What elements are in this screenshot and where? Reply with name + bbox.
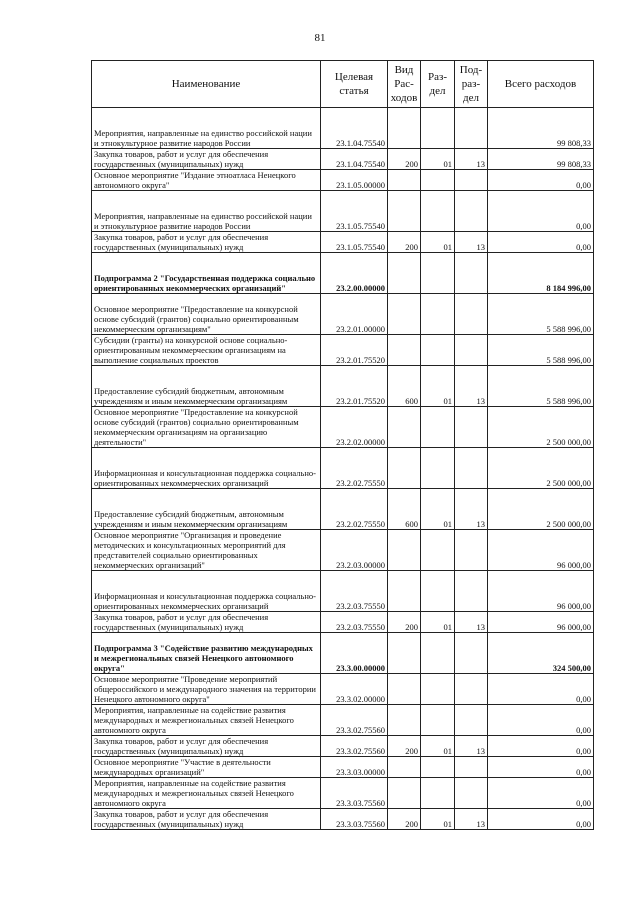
row-expense-type [388, 108, 421, 149]
row-subsection [455, 253, 488, 294]
row-expense-type [388, 757, 421, 778]
table-row [92, 170, 594, 191]
row-expense-type: 200 [388, 809, 421, 830]
row-expense-type [388, 633, 421, 674]
header-total: Всего расходов [488, 61, 594, 108]
row-target-code: 23.2.03.75550 [321, 612, 388, 633]
row-subsection: 13 [455, 149, 488, 170]
row-section [421, 170, 455, 191]
header-section: Раз- дел [421, 61, 455, 108]
table-row [92, 571, 594, 612]
row-section [421, 191, 455, 232]
row-subsection: 13 [455, 612, 488, 633]
row-expense-type [388, 170, 421, 191]
table-row [92, 778, 594, 809]
table-row [92, 191, 594, 232]
row-section: 01 [421, 809, 455, 830]
row-name: Информационная и консультационная поддержка социально-ориентированных некоммерческих организаций [92, 571, 321, 612]
table-row [92, 108, 594, 149]
row-target-code: 23.3.03.75560 [321, 809, 388, 830]
row-name: Закупка товаров, работ и услуг для обеспечения государственных (муниципальных) нужд [92, 612, 321, 633]
table-row [92, 809, 594, 830]
row-name: Основное мероприятие "Проведение мероприятий общероссийского и международного значения на территории Ненецкого автономного округа" [92, 674, 321, 705]
row-subsection: 13 [455, 809, 488, 830]
row-name: Предоставление субсидий бюджетным, автономным учреждениям и иным некоммерческим организациям [92, 366, 321, 407]
row-amount: 2 500 000,00 [488, 489, 594, 530]
row-name: Подпрограмма 2 "Государственная поддержка социально ориентированных некоммерческих организаций" [92, 253, 321, 294]
table-header-row [92, 61, 594, 108]
row-expense-type [388, 530, 421, 571]
row-target-code: 23.2.00.00000 [321, 253, 388, 294]
header-target: Целевая статья [321, 61, 388, 108]
row-amount: 99 808,33 [488, 108, 594, 149]
row-section: 01 [421, 489, 455, 530]
row-expense-type: 200 [388, 149, 421, 170]
row-subsection: 13 [455, 489, 488, 530]
row-section: 01 [421, 736, 455, 757]
row-section: 01 [421, 612, 455, 633]
row-subsection [455, 571, 488, 612]
row-name: Закупка товаров, работ и услуг для обеспечения государственных (муниципальных) нужд [92, 809, 321, 830]
row-amount: 0,00 [488, 736, 594, 757]
row-subsection [455, 294, 488, 335]
budget-table [91, 60, 594, 830]
row-subsection [455, 705, 488, 736]
table-row [92, 736, 594, 757]
row-section [421, 253, 455, 294]
row-target-code: 23.1.05.00000 [321, 170, 388, 191]
row-target-code: 23.3.02.00000 [321, 674, 388, 705]
row-expense-type [388, 448, 421, 489]
row-section [421, 407, 455, 448]
table-row [92, 149, 594, 170]
row-name: Основное мероприятие "Организация и проведение методических и консультационных мероприятий для представителей социально ориентированных некоммерческих организаций" [92, 530, 321, 571]
table-body [92, 108, 594, 830]
row-name: Мероприятия, направленные на содействие развития международных и межрегиональных связей Ненецкого автономного округа [92, 705, 321, 736]
row-expense-type [388, 407, 421, 448]
row-section [421, 633, 455, 674]
row-name: Информационная и консультационная поддержка социально-ориентированных некоммерческих организаций [92, 448, 321, 489]
row-name: Предоставление субсидий бюджетным, автономным учреждениям и иным некоммерческим организациям [92, 489, 321, 530]
row-subsection [455, 108, 488, 149]
row-target-code: 23.3.02.75560 [321, 736, 388, 757]
row-expense-type: 200 [388, 612, 421, 633]
row-expense-type: 600 [388, 489, 421, 530]
table-row [92, 612, 594, 633]
row-section [421, 448, 455, 489]
row-expense-type: 600 [388, 366, 421, 407]
row-target-code: 23.2.02.00000 [321, 407, 388, 448]
row-target-code: 23.2.03.00000 [321, 530, 388, 571]
row-name: Мероприятия, направленные на единство российской нации и этнокультурное развитие народов России [92, 191, 321, 232]
row-target-code: 23.1.05.75540 [321, 191, 388, 232]
row-name: Подпрограмма 3 "Содействие развитию международных и межрегиональных связей Ненецкого автономного округа" [92, 633, 321, 674]
row-section [421, 108, 455, 149]
row-amount: 96 000,00 [488, 612, 594, 633]
row-subsection [455, 170, 488, 191]
row-subsection [455, 448, 488, 489]
row-expense-type [388, 294, 421, 335]
row-subsection: 13 [455, 366, 488, 407]
row-section [421, 705, 455, 736]
row-amount: 0,00 [488, 705, 594, 736]
row-target-code: 23.3.02.75560 [321, 705, 388, 736]
table-row [92, 232, 594, 253]
row-amount: 0,00 [488, 809, 594, 830]
row-target-code: 23.2.02.75550 [321, 489, 388, 530]
row-name: Основное мероприятие "Предоставление на конкурсной основе субсидий (грантов) социально ориентированным некоммерческим организациям на организацию деятельности" [92, 407, 321, 448]
table-row [92, 335, 594, 366]
row-section [421, 530, 455, 571]
row-subsection [455, 407, 488, 448]
row-expense-type [388, 253, 421, 294]
row-subsection [455, 191, 488, 232]
page-number: 81 [314, 32, 326, 44]
table-row [92, 366, 594, 407]
row-target-code: 23.2.01.75520 [321, 335, 388, 366]
row-amount: 0,00 [488, 170, 594, 191]
table-row [92, 294, 594, 335]
row-subsection [455, 633, 488, 674]
row-subsection [455, 757, 488, 778]
row-subsection [455, 778, 488, 809]
table-row [92, 757, 594, 778]
row-amount: 5 588 996,00 [488, 294, 594, 335]
row-amount: 0,00 [488, 778, 594, 809]
table-row [92, 407, 594, 448]
row-expense-type: 200 [388, 736, 421, 757]
row-section [421, 571, 455, 612]
table-row [92, 530, 594, 571]
row-amount: 0,00 [488, 191, 594, 232]
row-amount: 0,00 [488, 757, 594, 778]
row-section [421, 294, 455, 335]
table-row [92, 674, 594, 705]
row-target-code: 23.3.00.00000 [321, 633, 388, 674]
row-target-code: 23.2.02.75550 [321, 448, 388, 489]
row-target-code: 23.1.04.75540 [321, 108, 388, 149]
row-target-code: 23.3.03.00000 [321, 757, 388, 778]
row-name: Мероприятия, направленные на содействие развития международных и межрегиональных связей Ненецкого автономного округа [92, 778, 321, 809]
row-expense-type [388, 335, 421, 366]
row-subsection: 13 [455, 736, 488, 757]
header-type: Вид Рас- ходов [388, 61, 421, 108]
row-amount: 0,00 [488, 674, 594, 705]
row-amount: 96 000,00 [488, 530, 594, 571]
row-name: Основное мероприятие "Участие в деятельности международных организаций" [92, 757, 321, 778]
row-name: Закупка товаров, работ и услуг для обеспечения государственных (муниципальных) нужд [92, 736, 321, 757]
table-row [92, 633, 594, 674]
row-target-code: 23.2.01.00000 [321, 294, 388, 335]
row-name: Закупка товаров, работ и услуг для обеспечения государственных (муниципальных) нужд [92, 149, 321, 170]
header-subsection: Под- раз- дел [455, 61, 488, 108]
table-row [92, 253, 594, 294]
row-amount: 5 588 996,00 [488, 335, 594, 366]
row-section [421, 674, 455, 705]
row-expense-type [388, 778, 421, 809]
row-expense-type [388, 674, 421, 705]
row-name: Мероприятия, направленные на единство российской нации и этнокультурное развитие народов России [92, 108, 321, 149]
row-section: 01 [421, 232, 455, 253]
table-row [92, 489, 594, 530]
row-subsection [455, 674, 488, 705]
row-section: 01 [421, 366, 455, 407]
row-name: Закупка товаров, работ и услуг для обеспечения государственных (муниципальных) нужд [92, 232, 321, 253]
row-subsection [455, 530, 488, 571]
row-amount: 2 500 000,00 [488, 407, 594, 448]
table-row [92, 705, 594, 736]
row-target-code: 23.2.01.75520 [321, 366, 388, 407]
row-expense-type: 200 [388, 232, 421, 253]
row-amount: 0,00 [488, 232, 594, 253]
row-subsection: 13 [455, 232, 488, 253]
table-row [92, 448, 594, 489]
row-name: Основное мероприятие "Предоставление на конкурсной основе субсидий (грантов) социально ориентированным некоммерческим организациям" [92, 294, 321, 335]
row-section: 01 [421, 149, 455, 170]
row-name: Основное мероприятие "Издание этноатласа Ненецкого автономного округа" [92, 170, 321, 191]
row-amount: 5 588 996,00 [488, 366, 594, 407]
row-expense-type [388, 191, 421, 232]
row-amount: 324 500,00 [488, 633, 594, 674]
row-section [421, 335, 455, 366]
row-amount: 96 000,00 [488, 571, 594, 612]
row-subsection [455, 335, 488, 366]
row-name: Субсидии (гранты) на конкурсной основе социально-ориентированным некоммерческим организациям на выполнение социальных проектов [92, 335, 321, 366]
row-amount: 2 500 000,00 [488, 448, 594, 489]
row-target-code: 23.1.05.75540 [321, 232, 388, 253]
row-target-code: 23.2.03.75550 [321, 571, 388, 612]
row-section [421, 778, 455, 809]
row-expense-type [388, 571, 421, 612]
row-amount: 8 184 996,00 [488, 253, 594, 294]
row-target-code: 23.3.03.75560 [321, 778, 388, 809]
row-section [421, 757, 455, 778]
header-name: Наименование [92, 61, 321, 108]
row-amount: 99 808,33 [488, 149, 594, 170]
row-target-code: 23.1.04.75540 [321, 149, 388, 170]
row-expense-type [388, 705, 421, 736]
